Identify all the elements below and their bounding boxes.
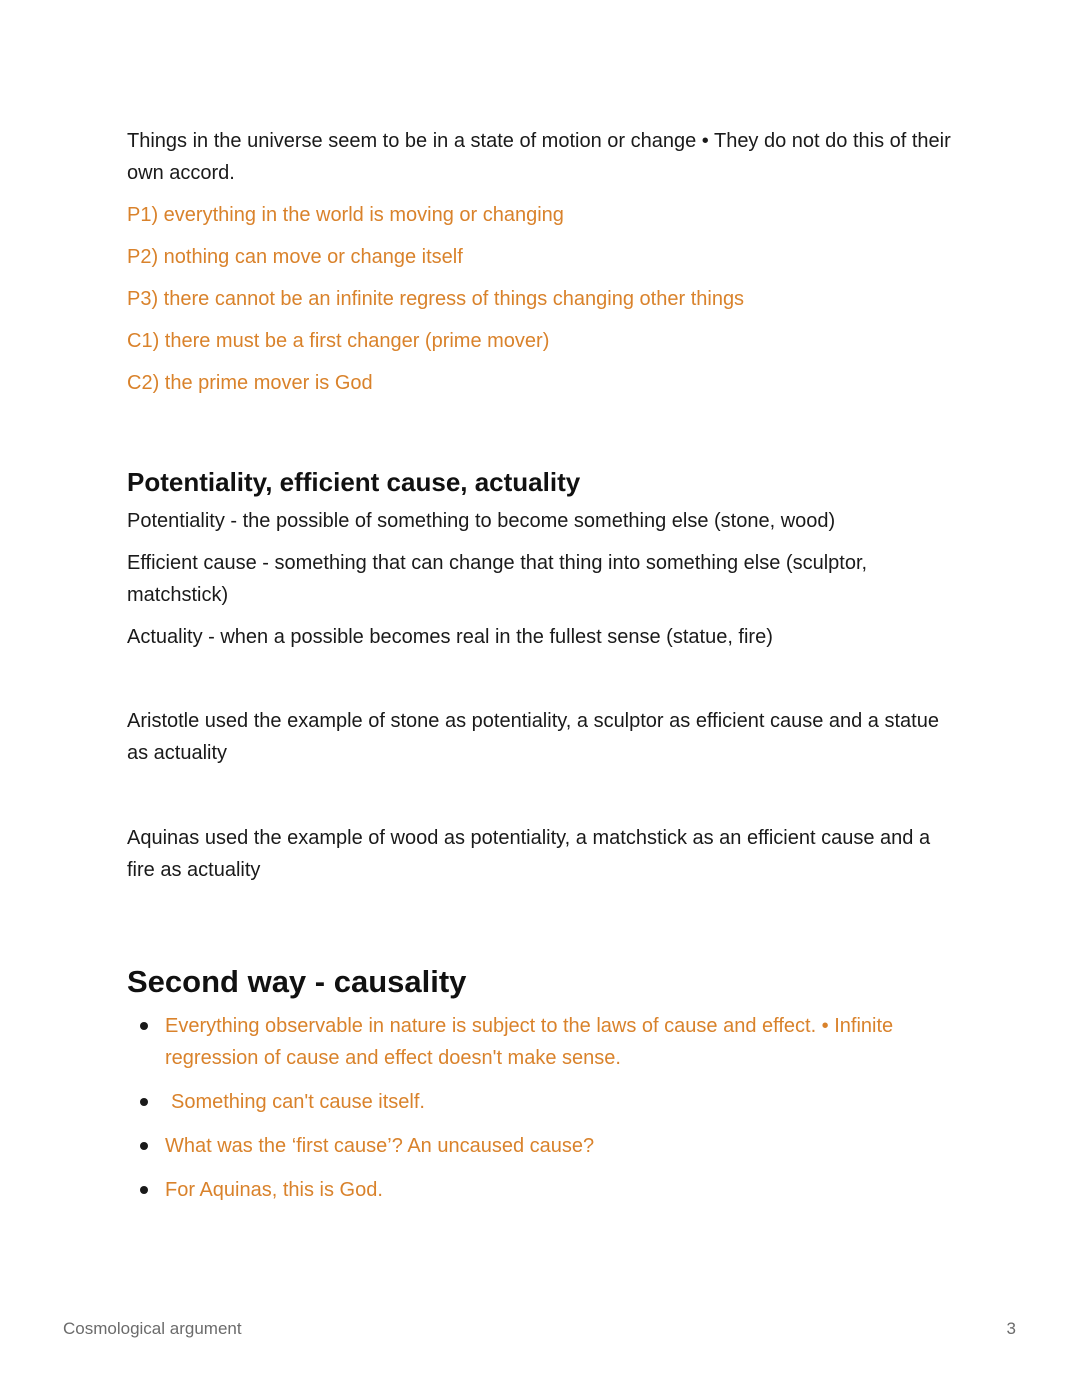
list-item [140,1174,957,1206]
list-item [140,1010,957,1074]
premise-p3: P3) there cannot be an infinite regress of things changing other things [127,288,745,310]
conclusion-c1: C1) there must be a first changer (prime mover) [127,330,550,352]
premise-p2: P2) nothing can move or change itself [127,246,463,268]
aristotle-paragraph: Aristotle used the example of stone as potentiality, a sculptor as efficient cause and a statue as actuality [127,710,939,764]
intro-paragraph: Things in the universe seem to be in a state of motion or change • They do not do this of their own accord. [127,130,951,184]
footer-document-title: Cosmological argument [63,1319,242,1338]
list-item-text: What was the ‘first cause’? An uncaused cause? [165,1135,595,1157]
bullet-icon [140,1098,148,1106]
bullet-icon [140,1142,148,1150]
conclusion-c2: C2) the prime mover is God [127,372,373,394]
aquinas-paragraph: Aquinas used the example of wood as potentiality, a matchstick as an efficient cause and a fire as actuality [127,827,931,881]
causality-heading: Second way - causality [127,964,467,999]
page-content [127,125,957,1218]
premise-p1: P1) everything in the world is moving or changing [127,204,564,226]
list-item [140,1130,957,1162]
definition-efficient-cause: Efficient cause - something that can change that thing into something else (sculptor, matchstick) [127,552,868,606]
list-item-text: Something can't cause itself. [171,1091,425,1113]
list-item-text: Everything observable in nature is subject to the laws of cause and effect. • Infinite regression of cause and effect doesn't make sense. [165,1015,894,1069]
bullet-icon [140,1186,148,1194]
footer-page-number: 3 [1006,1319,1016,1338]
potentiality-heading: Potentiality, efficient cause, actuality [127,467,581,497]
definition-potentiality: Potentiality - the possible of something to become something else (stone, wood) [127,510,836,532]
list-item [140,1086,957,1118]
bullet-icon [140,1022,148,1030]
definition-actuality: Actuality - when a possible becomes real in the fullest sense (statue, fire) [127,626,773,648]
causality-bullet-list [127,1010,957,1206]
list-item-text: For Aquinas, this is God. [165,1179,383,1201]
